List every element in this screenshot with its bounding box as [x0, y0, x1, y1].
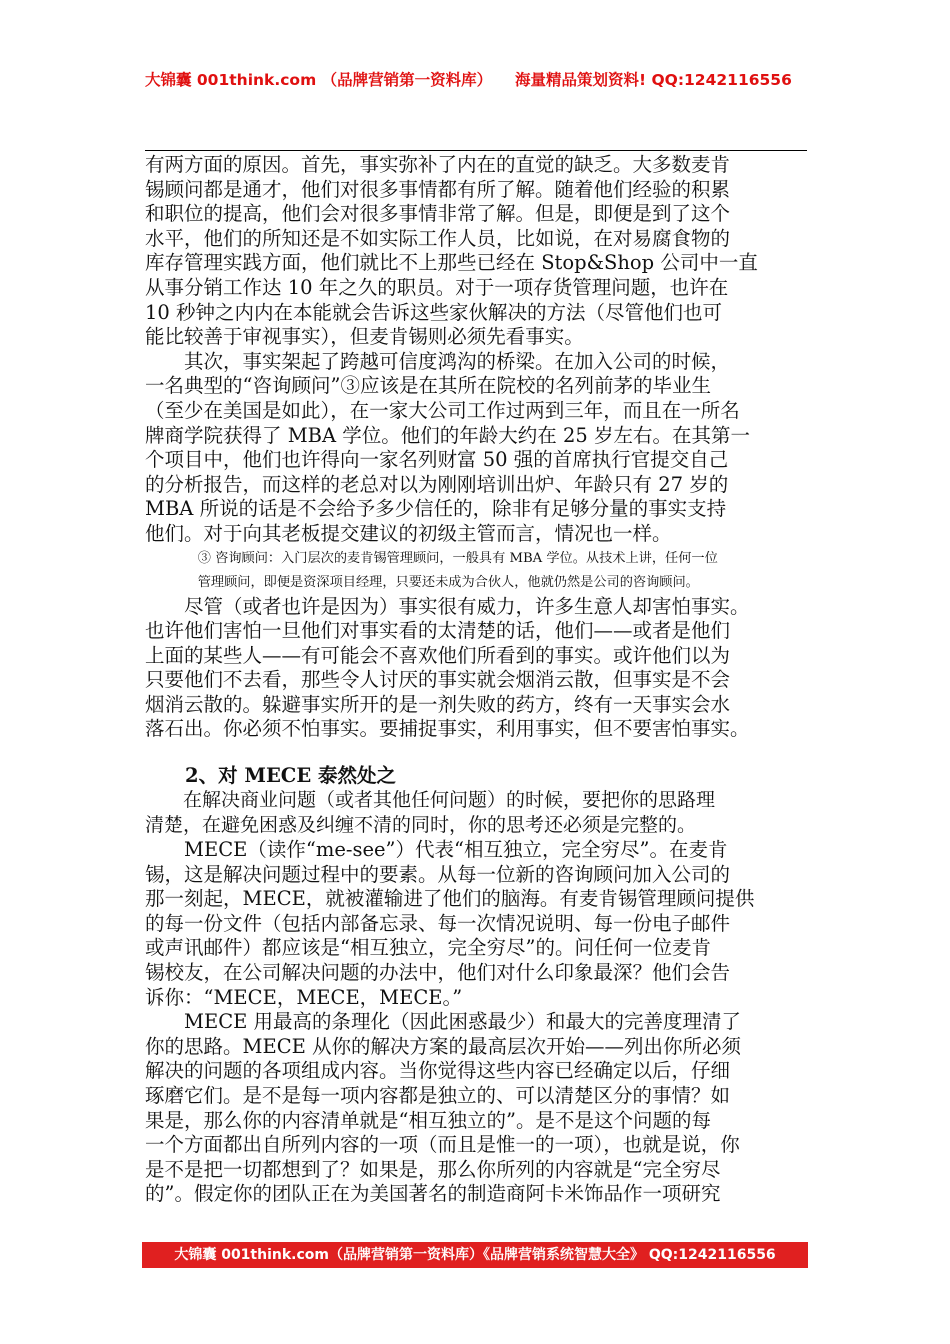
paragraph-mece-structure	[145, 1010, 807, 1207]
text-line: 10 秒钟之内内在本能就会告诉这些家伙解决的方法（尽管他们也可	[145, 300, 723, 324]
footnote-line: 管理顾问，即便是资深项目经理，只要还未成为合伙人，他就仍然是公司的咨询顾问。	[145, 574, 699, 590]
text-line: 解决的问题的各项组成内容。当你觉得这些内容已经确定以后，仔细	[145, 1059, 731, 1083]
text-line: MECE（读作“me-see”）代表“相互独立，完全穷尽”。在麦肯	[145, 838, 728, 862]
text-line: 有两方面的原因。首先，事实弥补了内在的直觉的缺乏。大多数麦肯	[145, 153, 731, 176]
text-line: 诉你：“MECE，MECE，MECE。”	[145, 985, 463, 1009]
text-line: 和职位的提高，他们会对很多事情非常了解。但是，即便是到了这个	[145, 202, 731, 226]
text-line: 是不是把一切都想到了？如果是，那么你所列的内容就是“完全穷尽	[145, 1157, 721, 1181]
page-header	[145, 68, 805, 90]
text-line: 从事分销工作达 10 年之久的职员。对于一项存货管理问题，也许在	[145, 275, 729, 299]
section-heading-mece: 2、对 MECE 泰然处之	[185, 764, 396, 788]
text-line: 上面的某些人——有可能会不喜欢他们所看到的事实。或许他们以为	[145, 643, 731, 667]
text-line: 也许他们害怕一旦他们对事实看的太清楚的话，他们——或者是他们	[145, 619, 731, 643]
text-line: 一个方面都出自所列内容的一项（而且是惟一的一项），也就是说，你	[145, 1133, 740, 1157]
paragraph-mece-intro	[145, 788, 807, 838]
text-line: 牌商学院获得了 MBA 学位。他们的年龄大约在 25 岁左右。在其第一	[145, 423, 750, 447]
text-line: 只要他们不去看，那些令人讨厌的事实就会烟消云散，但事实是不会	[145, 668, 731, 692]
footnote-line: ③ 咨询顾问：入门层次的麦肯锡管理顾问，一般具有 MBA 学位。从技术上讲，任何一位	[145, 550, 718, 566]
text-line: 尽管（或者也许是因为）事实很有威力，许多生意人却害怕事实。	[145, 594, 750, 618]
paragraph-credibility	[145, 350, 807, 547]
text-line: 水平，他们的所知还是不如实际工作人员，比如说，在对易腐食物的	[145, 226, 731, 250]
text-line: 能比较善于审视事实），但麦肯锡则必须先看事实。	[145, 325, 584, 349]
text-line: 其次，事实架起了跨越可信度鸿沟的桥梁。在加入公司的时候，	[145, 349, 731, 373]
page-footer-banner: 大锦囊 001think.com（品牌营销第一资料库）《品牌营销系统智慧大全》 QQ:1242116556	[142, 1242, 808, 1268]
text-line: 他们。对于向其老板提交建议的初级主管而言，情况也一样。	[145, 521, 672, 545]
footnote-consultant	[145, 547, 807, 595]
text-line: 的”。假定你的团队正在为美国著名的制造商阿卡米饰品作一项研究	[145, 1182, 721, 1206]
text-line: 清楚，在避免困惑及纠缠不清的同时，你的思考还必须是完整的。	[145, 814, 697, 837]
text-line: （至少在美国是如此），在一家大公司工作过两到三年，而且在一所名	[145, 398, 740, 422]
text-line: 一名典型的“咨询顾问”③应该是在其所在院校的名列前茅的毕业生	[145, 374, 711, 398]
header-site-text: 大锦囊 001think.com （品牌营销第一资料库）	[145, 71, 493, 89]
text-line: MECE 用最高的条理化（因此困惑最少）和最大的完善度理清了	[145, 1010, 742, 1034]
text-line: 锡校友，在公司解决问题的办法中，他们对什么印象最深？他们会告	[145, 961, 731, 985]
text-line: 在解决商业问题（或者其他任何问题）的时候，要把你的思路理	[145, 789, 716, 812]
text-line: 琢磨它们。是不是每一项内容都是独立的、可以清楚区分的事情？如	[145, 1084, 731, 1107]
paragraph-mece-definition	[145, 838, 807, 1010]
text-line: 那一刻起，MECE，就被灌输进了他们的脑海。有麦肯锡管理顾问提供	[145, 887, 755, 911]
text-line: 果是，那么你的内容清单就是“相互独立的”。是不是这个问题的每	[145, 1108, 711, 1132]
document-body	[145, 153, 807, 1207]
text-line: 烟消云散的。躲避事实所开的是一剂失败的药方，终有一天事实会水	[145, 692, 731, 716]
text-line: 锡顾问都是通才，他们对很多事情都有所了解。随着他们经验的积累	[145, 177, 731, 201]
paragraph-fear-of-facts	[145, 595, 807, 743]
header-divider	[145, 150, 807, 151]
text-line: MBA 所说的话是不会给予多少信任的，除非有足够分量的事实支持	[145, 497, 727, 521]
header-contact-text: 海量精品策划资料! QQ:1242116556	[515, 71, 792, 89]
text-line: 个项目中，他们也许得向一家名列财富 50 强的首席执行官提交自己	[145, 448, 729, 472]
text-line: 锡，这是解决问题过程中的要素。从每一位新的咨询顾问加入公司的	[145, 862, 731, 886]
text-line: 你的思路。MECE 从你的解决方案的最高层次开始——列出你所必须	[145, 1034, 742, 1058]
text-line: 的每一份文件（包括内部备忘录、每一次情况说明、每一份电子邮件	[145, 911, 731, 935]
text-line: 库存管理实践方面，他们就比不上那些已经在 Stop&Shop 公司中一直	[145, 251, 758, 275]
text-line: 落石出。你必须不怕事实。要捕捉事实，利用事实，但不要害怕事实。	[145, 717, 750, 741]
text-line: 或声讯邮件）都应该是“相互独立，完全穷尽”的。问任何一位麦肯	[145, 936, 711, 960]
paragraph-facts-intuition	[145, 153, 807, 350]
text-line: 的分析报告，而这样的老总对以为刚刚培训出炉、年龄只有 27 岁的	[145, 472, 729, 496]
